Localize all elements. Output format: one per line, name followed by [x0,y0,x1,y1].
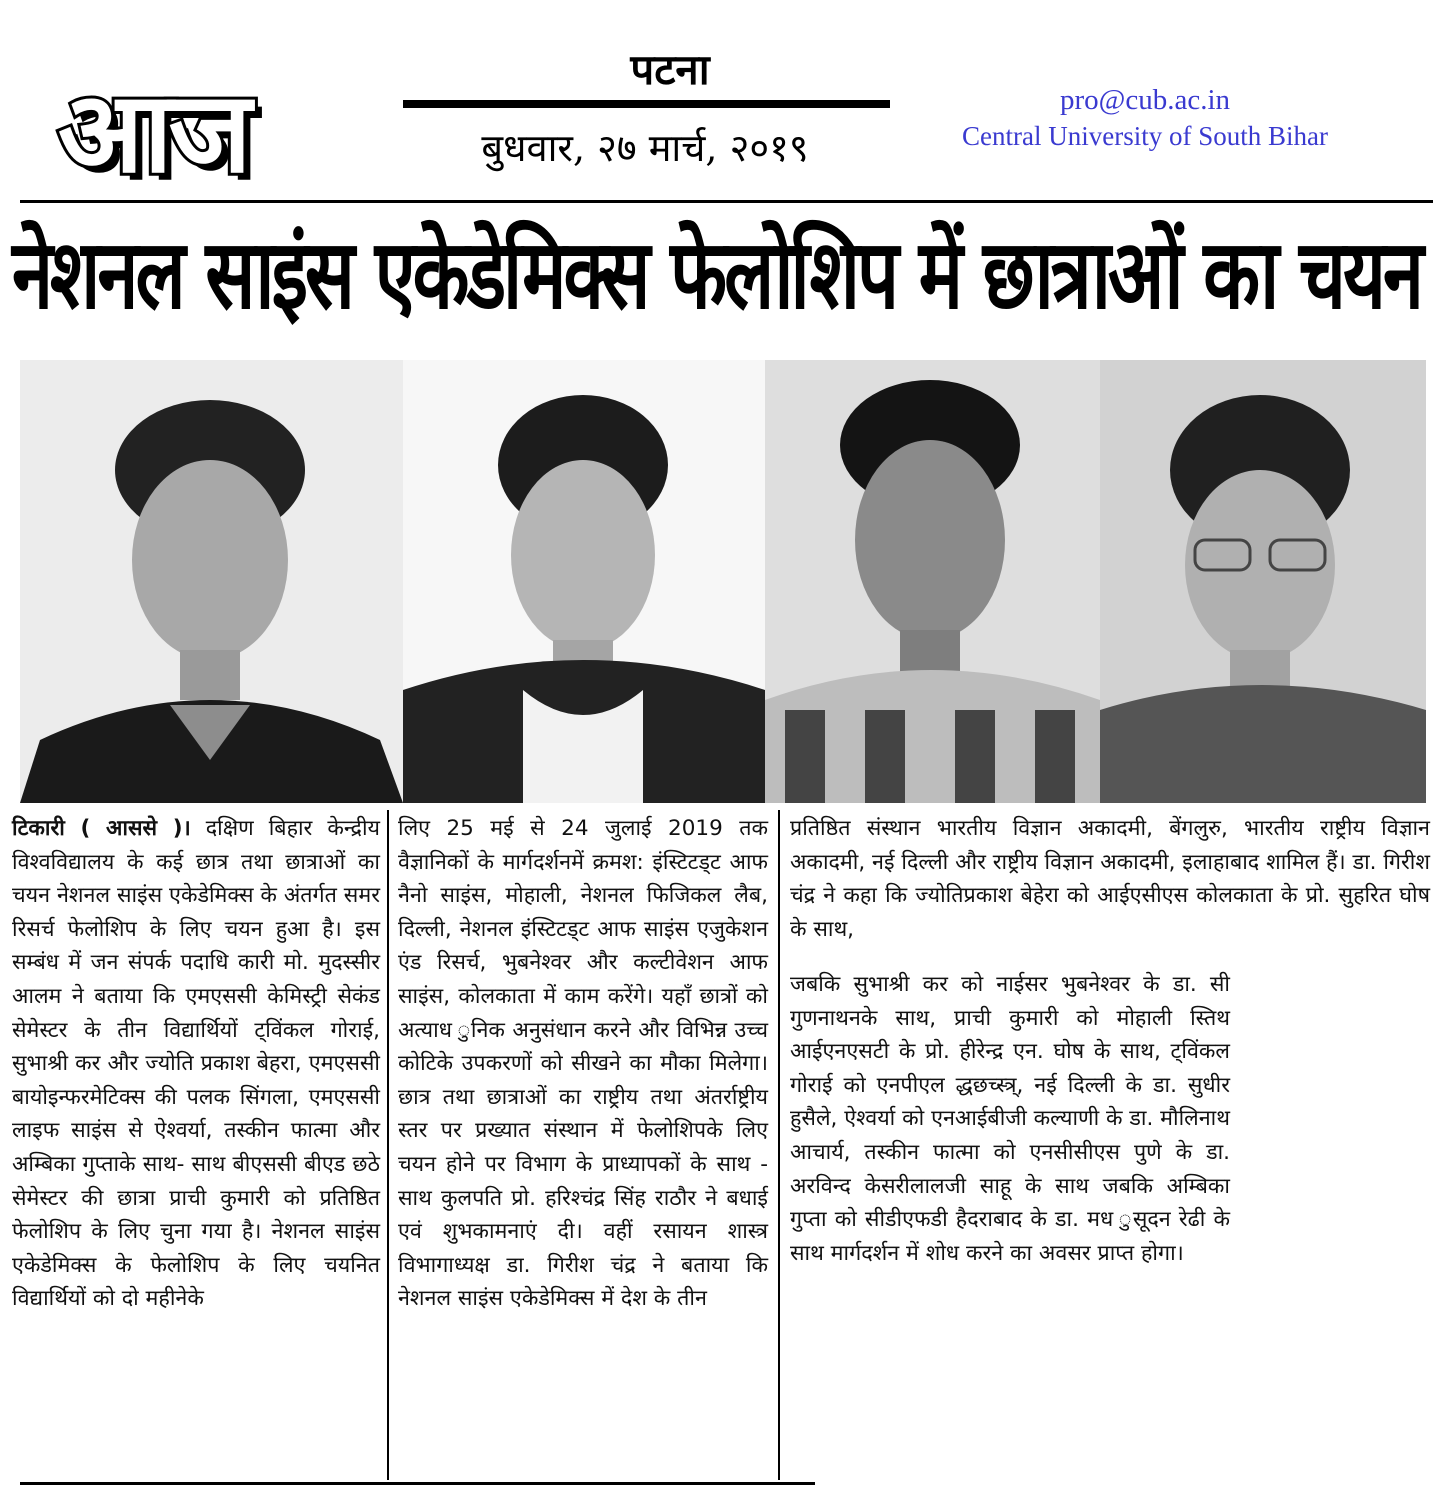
article-dateline: टिकारी ( आससे )। [12,816,191,841]
article-column-3-top [790,812,1430,946]
student-photo [765,360,1100,803]
publication-date: बुधवार, २७ मार्च, २०१९ [481,126,809,170]
newspaper-logo: आज [58,67,248,198]
student-photo [403,360,765,803]
contact-email[interactable]: pro@cub.ac.in [1059,84,1231,116]
bottom-rule [20,1482,815,1485]
photo-strip [20,360,1426,803]
article-column-1 [12,812,380,1316]
article-headline: नेशनल साइंस एकेडेमिक्स फेलोशिप में छात्राओं का चयन [11,219,1421,331]
article-text: दक्षिण बिहार केन्द्रीय विश्वविद्यालय के कई छात्र तथा छात्राओं का चयन नेशनल साइंस एकेडेमिक्स के अंतर्गत समर रिसर्च फेलोशिप के लिए चयन हुआ है। इस सम्बंध में जन संपर्क पदाधि कारी मो. मुदस्सीर आलम ने बताया कि एमएससी केमिस्ट्री सेकंड सेमेस्टर के तीन विद्यार्थियों ट्विंकल गोराई, सुभाश्री कर और ज्योति प्रकाश बेहरा, एमएससी बायोइन्फरमेटिक्स की पलक सिंगला, एमएससी लाइफ साइंस से ऐश्वर्या, तस्कीन फात्मा और अम्बिका गुप्ताके साथ- साथ बीएससी बीएड छठे सेमेस्टर की छात्रा प्राची कुमारी को प्रतिष्ठित फेलोशिप के लिए चुना गया है। नेशनल साइंस एकेडेमिक्स के फेलोशिप के लिए चयनित विद्यार्थियों को दो महीनेके [12,816,380,1312]
article-text: जबकि सुभाश्री कर को नाईसर भुबनेश्वर के डा. सी गुणनाथनके साथ, प्राची कुमारी को मोहाली स्तिथ आईएनएसटी के प्रो. हीरेन्द्र एन. घोष के साथ, ट्विंकल गोराई को एनपीएल द्धछच्स्त्र्, नई दिल्ली के डा. सुधीर हुसैले, ऐश्वर्या को एनआईबीजी कल्याणी के डा. मौलिनाथ आचार्य, तस्कीन फात्मा को एनसीसीएस पुणे के डा. अरविन्द केसरीलालजी साहू के साथ जबकि अम्बिका गुप्ता को सीडीएफडी हैदराबाद के डा. मध ुसूदन रेढी के साथ मार्गदर्शन में शोध करने का अवसर प्राप्त होगा। [790,972,1230,1266]
article-column-3-bottom [790,968,1230,1270]
article-column-2 [398,812,768,1316]
edition-city: पटना [630,45,710,94]
portrait-image [20,360,403,803]
portrait-image [1100,360,1426,803]
university-name: Central University of South Bihar [962,121,1328,151]
date-rule [403,100,890,108]
student-photo [1100,360,1426,803]
column-divider [778,810,780,1480]
column-divider [387,810,389,1480]
portrait-image [765,360,1100,803]
portrait-image [403,360,765,803]
article-text: लिए 25 मई से 24 जुलाई 2019 तक वैज्ञानिकों के मार्गदर्शनमें क्रमश: इंस्टिटड्ट आफ नैनो साइंस, मोहाली, नेशनल फिजिकल लैब, दिल्ली, नेशनल इंस्टिटड्ट आफ साइंस एजुकेशन एंड रिसर्च, भुबनेश्वर और कल्टीवेशन आफ साइंस, कोलकाता में काम करेंगे। यहाँ छात्रों को अत्याध ुनिक अनुसंधान करने और विभिन्न उच्च कोटिके उपकरणों को सीखने का मौका मिलेगा। छात्र तथा छात्राओं का राष्ट्रीय तथा अंतर्राष्ट्रीय स्तर पर प्रख्यात संस्थान में फेलोशिपके लिए चयन होने पर विभाग के प्राध्यापकों के साथ - साथ कुलपति प्रो. हरिश्चंद्र सिंह राठौर ने बधाई एवं शुभकामनाएं दी। वहीं रसायन शास्त्र विभागाध्यक्ष डा. गिरीश चंद्र ने बताया कि नेशनल साइंस एकेडेमिक्स में देश के तीन [398,816,768,1312]
contact-block [925,82,1365,154]
article-text: प्रतिष्ठित संस्थान भारतीय विज्ञान अकादमी, बेंगलुरु, भारतीय राष्ट्रीय विज्ञान अकादमी, नई दिल्ली और राष्ट्रीय विज्ञान अकादमी, इलाहाबाद शामिल हैं। डा. गिरीश चंद्र ने कहा कि ज्योतिप्रकाश बेहेरा को आईएसीएस कोलकाता के प्रो. सुहरित घोष के साथ, [790,816,1430,942]
student-photo [20,360,403,803]
